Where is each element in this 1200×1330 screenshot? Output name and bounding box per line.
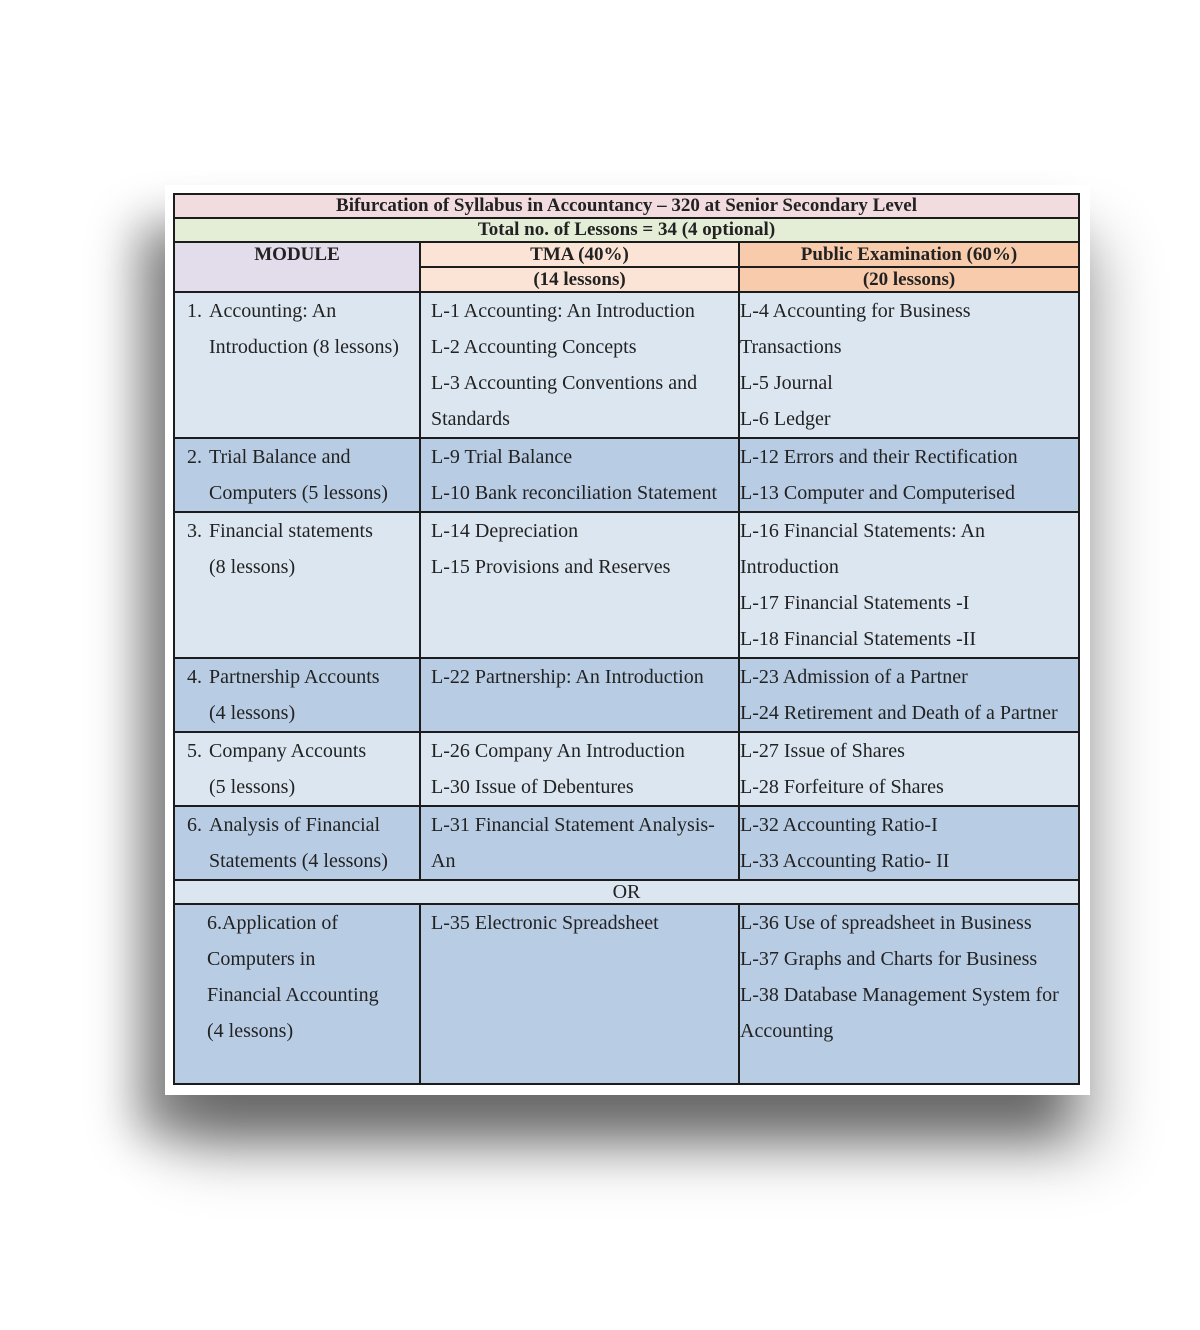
public-exam-lesson: Introduction: [740, 556, 839, 578]
module-title-continued: (5 lessons): [209, 776, 296, 798]
tma-lessons-cell: [420, 806, 739, 880]
module-number: 4.: [187, 666, 202, 688]
tma-lesson: L-31 Financial Statement Analysis-: [431, 814, 715, 836]
module-cell: [174, 732, 420, 806]
public-exam-lesson: L-23 Admission of a Partner: [740, 666, 968, 688]
module-cell: [174, 658, 420, 732]
or-separator: OR: [174, 880, 1079, 904]
tma-lesson: L-15 Provisions and Reserves: [431, 556, 671, 578]
public-exam-lessons-cell: [739, 806, 1079, 880]
tma-lessons-cell: [420, 512, 739, 658]
public-exam-lesson: L-32 Accounting Ratio-I: [740, 814, 938, 836]
public-exam-header: Public Examination (60%): [739, 242, 1079, 267]
tma-lesson: L-35 Electronic Spreadsheet: [431, 912, 659, 934]
tma-subheader: (14 lessons): [420, 267, 739, 292]
module-title: [187, 293, 419, 329]
public-exam-lesson: L-28 Forfeiture of Shares: [740, 776, 944, 798]
tma-header: TMA (40%): [420, 242, 739, 267]
module-number: 1.: [187, 300, 202, 322]
module-title-continued: Introduction (8 lessons): [209, 336, 399, 358]
tma-lesson: L-22 Partnership: An Introduction: [431, 666, 704, 688]
public-exam-lesson: L-5 Journal: [740, 372, 833, 394]
module-title-continued: (4 lessons): [209, 702, 296, 724]
tma-lessons-cell: [420, 658, 739, 732]
public-exam-lesson: Transactions: [740, 336, 842, 358]
module-row: [174, 512, 1079, 658]
module-title-text: Partnership Accounts: [209, 666, 380, 688]
module-title-continued: Statements (4 lessons): [209, 850, 388, 872]
alt-module-title: 6.Application of: [207, 912, 339, 934]
module-title: [187, 439, 419, 475]
tma-lesson: L-9 Trial Balance: [431, 446, 573, 468]
alt-module-title: Computers in: [207, 948, 316, 970]
public-exam-lessons-cell: [739, 292, 1079, 438]
tma-lesson: L-2 Accounting Concepts: [431, 336, 637, 358]
module-number: 3.: [187, 520, 202, 542]
public-exam-lesson: L-6 Ledger: [740, 408, 831, 430]
module-row: [174, 292, 1079, 438]
tma-lesson: L-3 Accounting Conventions and: [431, 372, 698, 394]
public-exam-lesson: L-36 Use of spreadsheet in Business: [740, 912, 1032, 934]
module-cell: [174, 512, 420, 658]
module-title: [187, 733, 419, 769]
tma-lesson: Standards: [431, 408, 510, 430]
tma-lesson: L-10 Bank reconciliation Statement: [431, 482, 718, 504]
public-exam-lesson: L-33 Accounting Ratio- II: [740, 850, 950, 872]
module-title-text: Analysis of Financial: [209, 814, 381, 836]
tma-lessons-cell: [420, 732, 739, 806]
alt-module-title: Financial Accounting: [207, 984, 379, 1006]
public-exam-lessons-cell: [739, 438, 1079, 512]
or-row: [174, 880, 1079, 904]
syllabus-table: [173, 193, 1080, 1085]
module-title-continued: Computers (5 lessons): [209, 482, 388, 504]
public-exam-lesson: L-38 Database Management System for: [740, 984, 1059, 1006]
public-exam-lessons-cell: [739, 658, 1079, 732]
module-cell: [174, 438, 420, 512]
module-title-text: Company Accounts: [209, 740, 367, 762]
public-exam-lesson: L-27 Issue of Shares: [740, 740, 905, 762]
public-exam-lesson: L-37 Graphs and Charts for Business: [740, 948, 1038, 970]
alt-tma-lessons-cell: [420, 904, 739, 1084]
tma-lesson: L-14 Depreciation: [431, 520, 579, 542]
alt-module-row: [174, 904, 1079, 1084]
module-title: [187, 807, 419, 843]
public-exam-lesson: L-18 Financial Statements -II: [740, 628, 977, 650]
table-title: Bifurcation of Syllabus in Accountancy – 320 at Senior Secondary Level: [174, 194, 1079, 218]
public-exam-lesson: L-17 Financial Statements -I: [740, 592, 970, 614]
module-cell: [174, 806, 420, 880]
public-exam-lesson: L-16 Financial Statements: An: [740, 520, 985, 542]
total-lessons: Total no. of Lessons = 34 (4 optional): [174, 218, 1079, 242]
tma-lesson: An: [431, 850, 456, 872]
module-number: 6.: [187, 814, 202, 836]
module-title-text: Trial Balance and: [209, 446, 351, 468]
module-title-continued: (8 lessons): [209, 556, 296, 578]
public-exam-lesson: L-13 Computer and Computerised: [740, 482, 1015, 504]
alt-module-title: (4 lessons): [207, 1020, 294, 1042]
tma-lessons-cell: [420, 292, 739, 438]
module-title-text: Financial statements: [209, 520, 373, 542]
module-title-text: Accounting: An: [209, 300, 337, 322]
tma-lessons-cell: [420, 438, 739, 512]
module-header: MODULE: [174, 242, 420, 292]
module-number: 5.: [187, 740, 202, 762]
public-exam-lesson: Accounting: [740, 1020, 834, 1042]
module-row: [174, 438, 1079, 512]
tma-lesson: L-26 Company An Introduction: [431, 740, 685, 762]
alt-public-exam-lessons-cell: [739, 904, 1079, 1084]
public-exam-lesson: L-4 Accounting for Business: [740, 300, 971, 322]
alt-module-cell: [174, 904, 420, 1084]
module-title: [187, 513, 419, 549]
tma-lesson: L-1 Accounting: An Introduction: [431, 300, 695, 322]
tma-lesson: L-30 Issue of Debentures: [431, 776, 634, 798]
module-row: [174, 658, 1079, 732]
public-exam-subheader: (20 lessons): [739, 267, 1079, 292]
module-number: 2.: [187, 446, 202, 468]
public-exam-lesson: L-24 Retirement and Death of a Partner: [740, 702, 1058, 724]
module-row: [174, 732, 1079, 806]
public-exam-lesson: L-12 Errors and their Rectification: [740, 446, 1018, 468]
module-cell: [174, 292, 420, 438]
public-exam-lessons-cell: [739, 732, 1079, 806]
module-title: [187, 659, 419, 695]
module-row: [174, 806, 1079, 880]
public-exam-lessons-cell: [739, 512, 1079, 658]
